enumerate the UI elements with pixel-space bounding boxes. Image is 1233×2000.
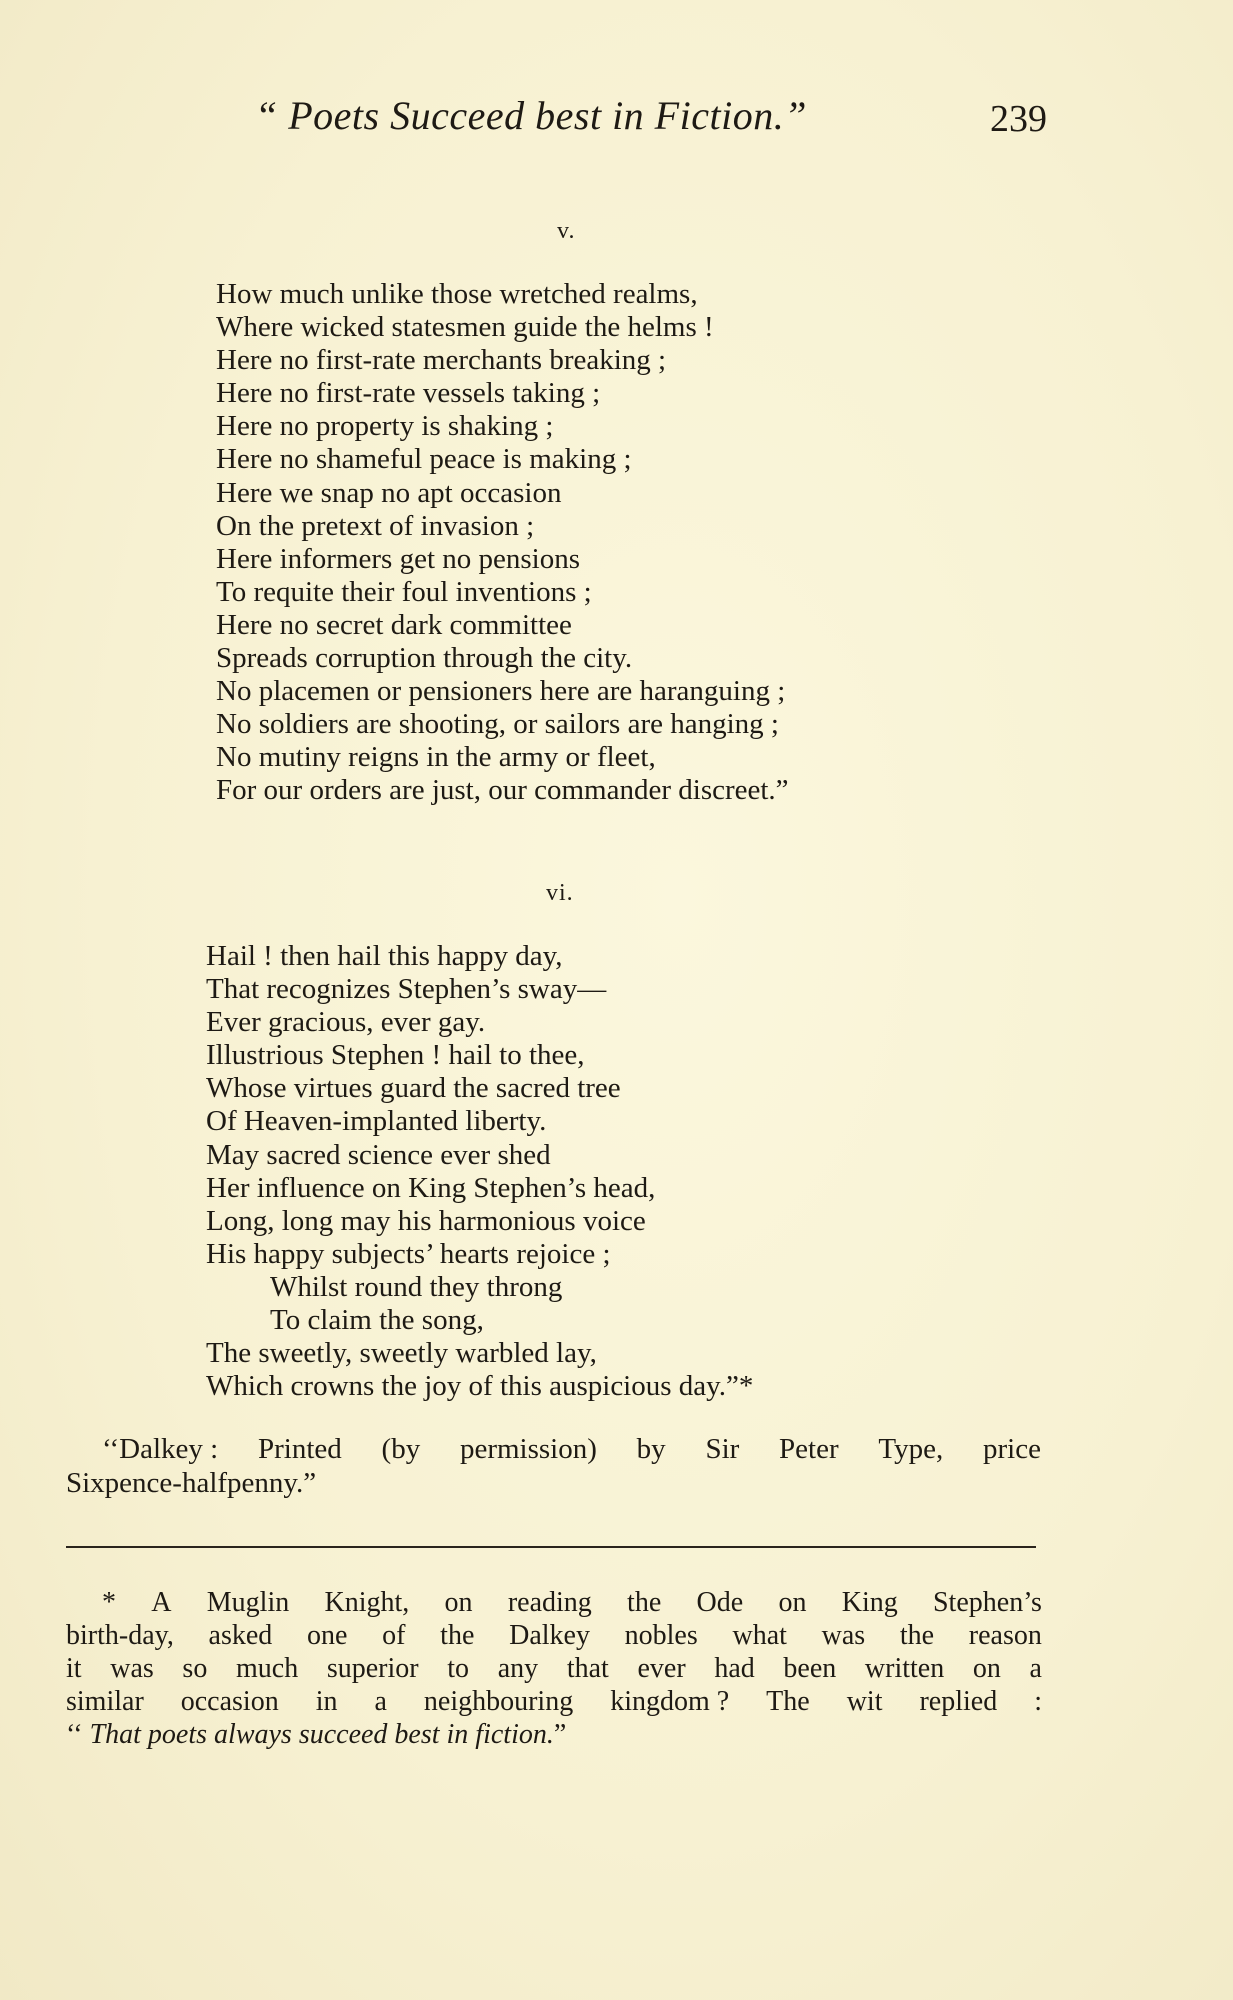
stanza-number-vi: vi. [546, 880, 574, 906]
poem-line: Whose virtues guard the sacred tree [206, 1072, 621, 1105]
footnote-quotation: That poets always succeed best in fiction. [89, 1719, 554, 1750]
poem-line: Here no shameful peace is making ; [216, 443, 632, 476]
word: one [307, 1620, 348, 1651]
word: King [841, 1587, 898, 1618]
poem-line: Long, long may his harmonious voice [206, 1204, 646, 1237]
poem-line: Whilst round they throng [270, 1270, 563, 1303]
word: so [182, 1653, 208, 1684]
word: Dalkey [509, 1620, 590, 1651]
stanza-vi [206, 940, 753, 1403]
poem-line: To requite their foul inventions ; [216, 575, 592, 608]
poem-line: Here no first-rate merchants breaking ; [216, 344, 667, 377]
poem-line: Her influence on King Stephen’s head, [206, 1171, 656, 1204]
imprint-line-2: Sixpence-halfpenny.” [66, 1467, 317, 1499]
word: similar [66, 1686, 144, 1717]
word: Type, [878, 1433, 944, 1465]
poem-line: Here no property is shaking ; [216, 410, 554, 443]
poem-line: Spreads corruption through the city. [216, 642, 633, 675]
word: had [714, 1653, 755, 1684]
word: Printed [257, 1433, 342, 1465]
poem-line: Hail ! then hail this happy day, [206, 940, 563, 972]
word: neighbouring [423, 1686, 574, 1717]
poem-line: To claim the song, [270, 1304, 484, 1337]
poem-line: How much unlike those wretched realms, [216, 278, 698, 310]
word: any [497, 1653, 539, 1684]
word: it [66, 1653, 82, 1684]
poem-line: No placemen or pensioners here are haranguing ; [216, 675, 786, 708]
word: ever [637, 1653, 686, 1684]
word: the [899, 1620, 935, 1651]
poem-line: For our orders are just, our commander discreet.” [216, 774, 789, 807]
footnote-close-quote: ” [553, 1719, 567, 1750]
word: was [110, 1653, 154, 1684]
stanza-number-v: v. [557, 218, 576, 244]
running-head: “ Poets Succeed best in Fiction.” [255, 93, 807, 138]
word: to [447, 1653, 470, 1684]
poem-line: The sweetly, sweetly warbled lay, [206, 1337, 597, 1370]
word: wit [846, 1686, 883, 1717]
footnote-line-2 [66, 1619, 1042, 1652]
word: on [778, 1587, 807, 1618]
word: reading [507, 1587, 592, 1618]
word: the [440, 1620, 475, 1651]
word: (by [381, 1433, 421, 1465]
poem-line: Where wicked statesmen guide the helms ! [216, 311, 714, 344]
poem-line: Here no secret dark committee [216, 608, 572, 641]
footnote-rule [66, 1546, 1036, 1548]
word: been [783, 1653, 837, 1684]
word: asked [208, 1620, 273, 1651]
word: Sir [705, 1433, 740, 1465]
word: on [972, 1653, 1001, 1684]
poem-line: Here no first-rate vessels taking ; [216, 377, 601, 410]
word: Stephen’s [932, 1587, 1042, 1618]
word: in [315, 1686, 338, 1717]
word: price [982, 1433, 1041, 1465]
word: was [821, 1620, 866, 1651]
word: : [1034, 1686, 1042, 1717]
footnote-line-1 [66, 1586, 1042, 1619]
footnote [66, 1586, 1042, 1751]
word: of [382, 1620, 406, 1651]
poem-line: That recognizes Stephen’s sway— [206, 973, 607, 1006]
word: replied [919, 1686, 998, 1717]
poem-line: No mutiny reigns in the army or fleet, [216, 741, 656, 774]
word: a [374, 1686, 387, 1717]
word: what [732, 1620, 787, 1651]
poem-line: His happy subjects’ hearts rejoice ; [206, 1237, 611, 1270]
word: The [766, 1686, 810, 1717]
word: by [636, 1433, 666, 1465]
word: reason [968, 1620, 1042, 1651]
word: on [444, 1587, 473, 1618]
poem-line: On the pretext of invasion ; [216, 509, 535, 542]
word: occasion [180, 1686, 279, 1717]
word: a [1029, 1653, 1042, 1684]
word: that [566, 1653, 609, 1684]
word: kingdom ? [610, 1686, 730, 1717]
word: Muglin [206, 1587, 290, 1618]
word: A [151, 1587, 172, 1618]
imprint-line-1 [66, 1432, 1041, 1466]
word: * [102, 1587, 116, 1618]
poem-line: Here informers get no pensions [216, 542, 581, 575]
footnote-open-quote: ‘‘ [66, 1719, 83, 1750]
word: written [864, 1653, 945, 1684]
poem-line: Ever gracious, ever gay. [206, 1006, 486, 1039]
poem-line: Which crowns the joy of this auspicious day.”* [206, 1370, 754, 1403]
word: Peter [779, 1433, 839, 1465]
word: ‘‘Dalkey : [102, 1433, 219, 1465]
word: permission) [459, 1433, 597, 1465]
footnote-line-5 [66, 1718, 1042, 1751]
poem-line: May sacred science ever shed [206, 1138, 551, 1171]
word: much [235, 1653, 299, 1684]
page-number: 239 [990, 98, 1047, 140]
word: Ode [696, 1587, 744, 1618]
word: superior [326, 1653, 419, 1684]
word: birth-day, [66, 1620, 174, 1651]
word: Knight, [324, 1587, 410, 1618]
stanza-v [216, 278, 789, 808]
poem-line: Here we snap no apt occasion [216, 476, 562, 509]
imprint [66, 1432, 1041, 1500]
footnote-line-4 [66, 1685, 1042, 1718]
word: nobles [624, 1620, 698, 1651]
poem-line: Of Heaven-implanted liberty. [206, 1105, 547, 1138]
word: the [627, 1587, 662, 1618]
footnote-line-3 [66, 1652, 1042, 1685]
poem-line: No soldiers are shooting, or sailors are hanging ; [216, 708, 779, 741]
poem-line: Illustrious Stephen ! hail to thee, [206, 1039, 585, 1072]
